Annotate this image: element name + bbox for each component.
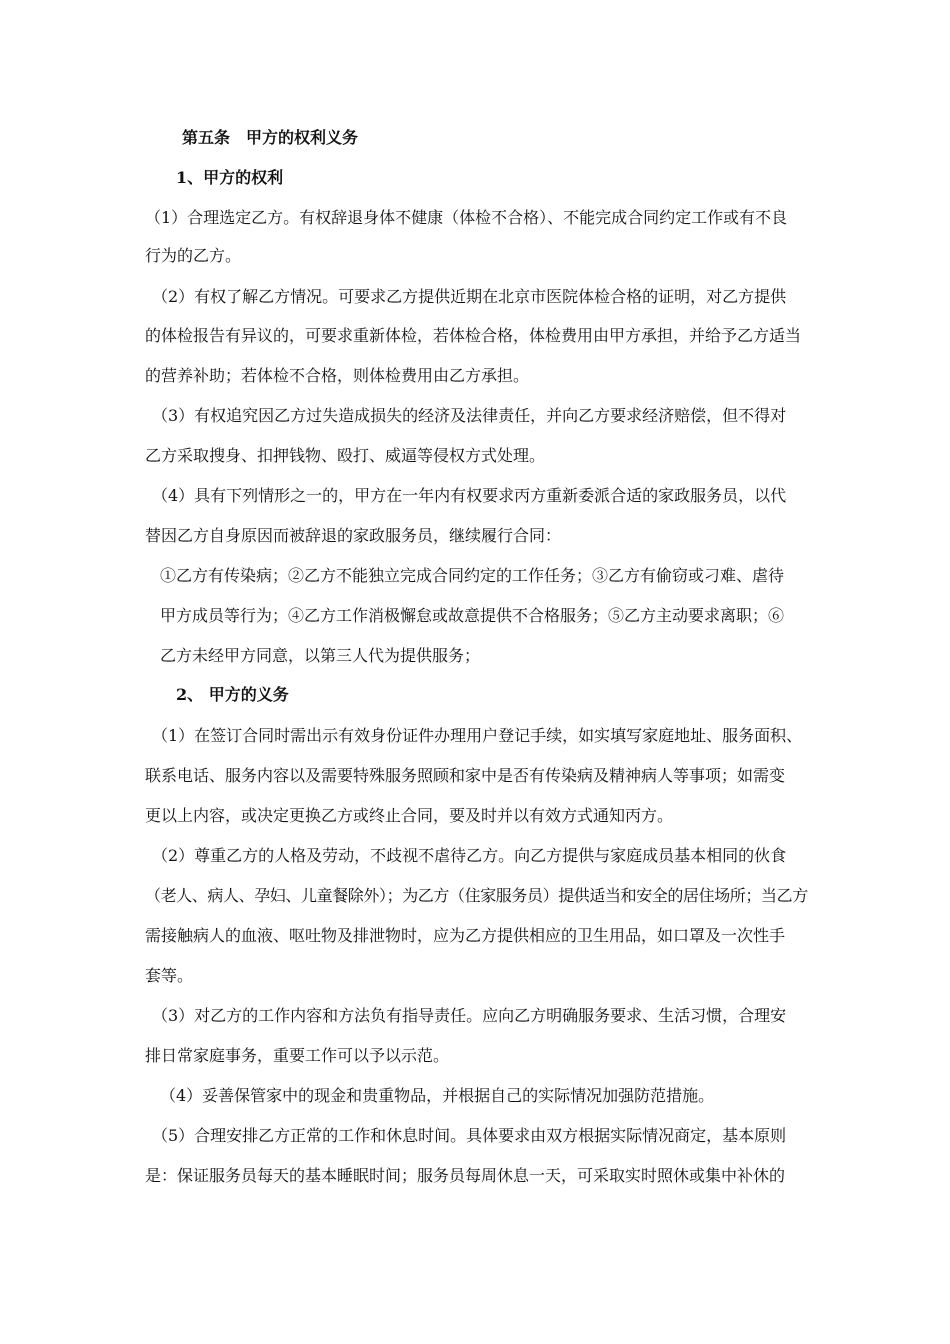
duties-line-9: 排日常家庭事务，重要工作可以予以示范。 (145, 1046, 450, 1065)
rights-line-9: 替因乙方自身原因而被辞退的家政服务员，继续履行合同： (145, 526, 562, 545)
duties-line-5: （老人、病人、孕妇、儿童餐除外）；为乙方（住家服务员）提供适当和安全的居住场所；当乙方 (145, 886, 808, 905)
duties-line-6: 需接触病人的血液、呕吐物及排泄物时，应为乙方提供相应的卫生用品，如口罩及一次性手 (145, 926, 786, 945)
rights-line-3: （2）有权了解乙方情况。可要求乙方提供近期在北京市医院体检合格的证明，对乙方提供 (152, 287, 787, 306)
duties-heading: 2、 甲方的义务 (176, 685, 289, 704)
rights-line-8: （4）具有下列情形之一的，甲方在一年内有权要求丙方重新委派合适的家政服务员，以代 (152, 486, 787, 505)
rights-line-4: 的体检报告有异议的，可要求重新体检，若体检合格，体检费用由甲方承担，并给予乙方适当 (145, 326, 802, 345)
rights-line-11: 甲方成员等行为；④乙方工作消极懈怠或故意提供不合格服务；⑤乙方主动要求离职；⑥ (160, 606, 785, 625)
rights-line-2: 行为的乙方。 (145, 246, 242, 265)
rights-line-10: ①乙方有传染病；②乙方不能独立完成合同约定的工作任务；③乙方有偷窃或刁难、虐待 (160, 566, 785, 585)
article-title: 第五条 甲方的权利义务 (182, 128, 359, 147)
duties-line-7: 套等。 (145, 966, 194, 985)
duties-line-3: 更以上内容，或决定更换乙方或终止合同，要及时并以有效方式通知丙方。 (145, 806, 674, 825)
rights-line-6: （3）有权追究因乙方过失造成损失的经济及法律责任，并向乙方要求经济赔偿，但不得对 (152, 406, 787, 425)
rights-line-5: 的营养补助；若体检不合格，则体检费用由乙方承担。 (145, 366, 530, 385)
duties-line-4: （2）尊重乙方的人格及劳动，不歧视不虐待乙方。向乙方提供与家庭成员基本相同的伙食 (152, 846, 787, 865)
duties-line-8: （3）对乙方的工作内容和方法负有指导责任。应向乙方明确服务要求、生活习惯，合理安 (152, 1006, 787, 1025)
duties-line-10: （4）妥善保管家中的现金和贵重物品，并根据自己的实际情况加强防范措施。 (160, 1086, 715, 1105)
duties-line-11: （5）合理安排乙方正常的工作和休息时间。具体要求由双方根据实际情况商定，基本原则 (152, 1126, 787, 1145)
rights-heading: 1、甲方的权利 (176, 168, 284, 187)
rights-line-7: 乙方采取搜身、扣押钱物、殴打、威逼等侵权方式处理。 (145, 446, 546, 465)
rights-line-1: （1）合理选定乙方。有权辞退身体不健康（体检不合格）、不能完成合同约定工作或有不良 (145, 208, 788, 227)
duties-line-1: （1）在签订合同时需出示有效身份证件办理用户登记手续，如实填写家庭地址、服务面积、 (152, 726, 803, 745)
duties-line-2: 联系电话、服务内容以及需要特殊服务照顾和家中是否有传染病及精神病人等事项；如需变 (145, 766, 786, 785)
duties-line-12: 是：保证服务员每天的基本睡眠时间；服务员每周休息一天，可采取实时照休或集中补休的 (145, 1166, 786, 1185)
rights-line-12: 乙方未经甲方同意，以第三人代为提供服务； (160, 646, 481, 665)
